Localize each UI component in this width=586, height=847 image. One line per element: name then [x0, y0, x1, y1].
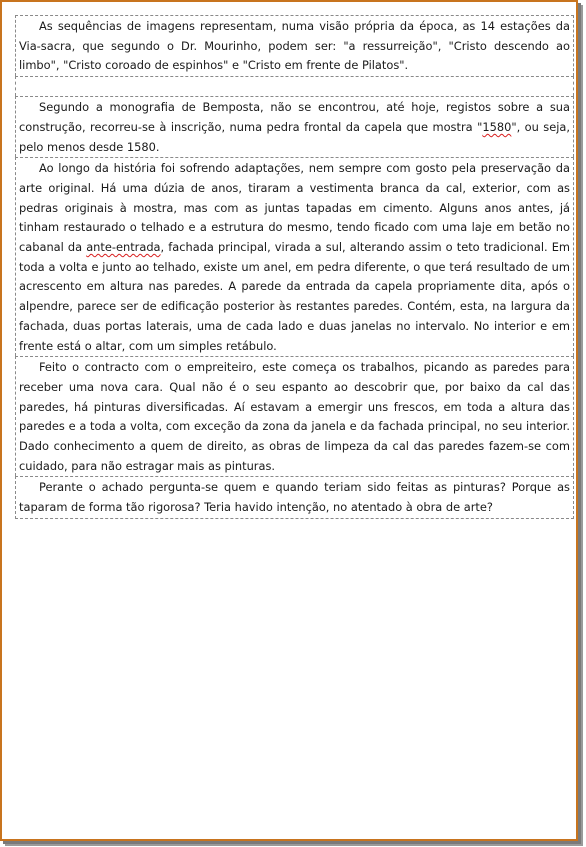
paragraph-historia[interactable] [15, 157, 574, 356]
paragraph-text: Perante o achado pergunta-se quem e quando teriam sido feitas as pinturas? Porque as taparam de forma tão rigorosa? Teria havido intenção, no atentado à obra de arte? [19, 480, 570, 515]
paragraph-text [19, 98, 570, 157]
paragraph-text: Feito o contracto com o empreiteiro, este começa os trabalhos, picando as paredes para receber uma nova cara. Qual não é o seu espanto ao descobrir que, por baixo da cal das paredes, há pinturas diversificadas. Aí estavam a emergir uns frescos, em toda a altura das paredes e a toda a volta, com exceção da zona da janela e da fachada principal, no seu interior. Dado conhecimento a quem de direito, as obras de limpeza da cal das paredes fazem-se com cuidado, para não estragar mais as pinturas. [19, 360, 570, 473]
paragraph-monografia[interactable] [15, 96, 574, 157]
paragraph-via-sacra[interactable] [15, 15, 574, 76]
paragraph-text [19, 159, 570, 356]
paragraph-text: As sequências de imagens representam, numa visão própria da época, as 14 estações da Via-sacra, que segundo o Dr. Mourinho, podem ser: "a ressurreição", "Cristo descendo ao limbo", "Cristo coroado de espinhos" e "Cristo em frente de Pilatos". [19, 19, 570, 73]
spellcheck-marked-word[interactable]: ante-entrada [86, 240, 161, 255]
empty-paragraph[interactable] [15, 76, 574, 96]
spellcheck-marked-word[interactable]: 1580 [482, 119, 512, 134]
text-segment: Ao longo da história foi sofrendo adaptações, nem sempre com gosto pela preservação da arte original. Há uma dúzia de anos, tiraram a vestimenta branca da cal, exterior, com as pedras originais à mostra, mas com as juntas tapadas em cimento. Alguns anos antes, já tinham restaurado o telhado e a estrutura do mesmo, tendo ficado com uma laje em betão no cabanal da [19, 161, 570, 255]
paragraph-empreiteiro[interactable] [15, 356, 574, 476]
document-body [15, 15, 574, 519]
text-segment: Segundo a monografia de Bemposta, não se encontrou, até hoje, registos sobre a sua construção, recorreu-se à inscrição, numa pedra frontal da capela que mostra " [19, 100, 570, 134]
paragraph-achado[interactable] [15, 476, 574, 518]
text-segment: , fachada principal, virada a sul, alterando assim o teto tradicional. Em toda a volta e junto ao telhado, existe um anel, em pedra diferente, o que terá resultado de um acrescento em altura nas paredes. A parede da entrada da capela propriamente dita, após o alpendre, parece ser de edificação posterior às restantes paredes. Contém, esta, na largura da fachada, duas portas laterais, uma de cada lado e duas janelas no intervalo. No interior e em frente está o altar, com um simples retábulo. [19, 240, 570, 353]
text-segment: ", ou seja, pelo menos desde 1580. [19, 119, 571, 154]
